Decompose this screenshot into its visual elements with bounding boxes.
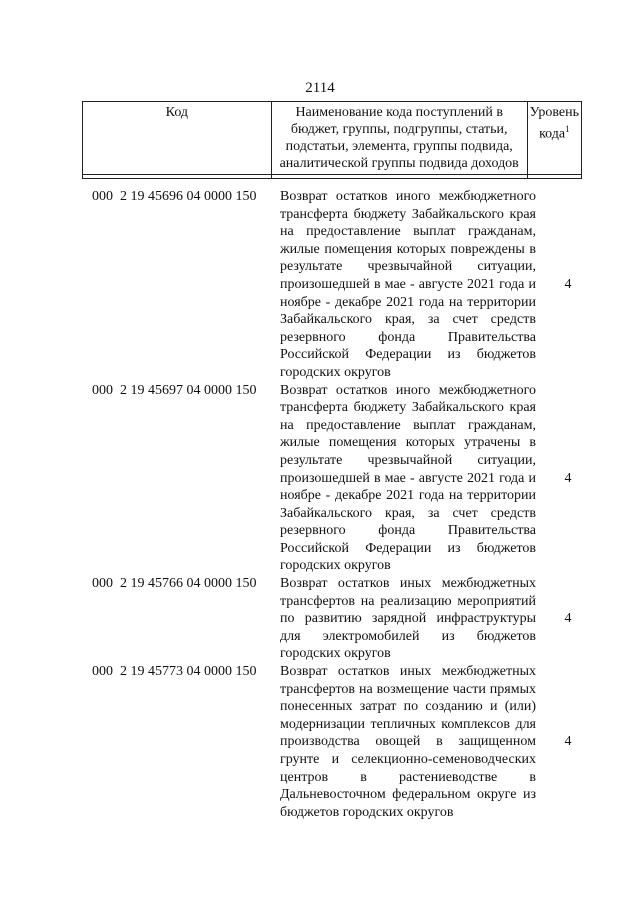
header-level: Уровень кода$^1$ — [527, 102, 581, 175]
header-name: Наименование кода поступлений в бюджет, группы, подгруппы, статьи, подстатьи, элемента, группы подвида, аналитической группы подвида доходов — [271, 102, 527, 175]
row-code: 2 19 45766 04 0000 150 — [120, 576, 257, 592]
row-prefix: 000 — [92, 189, 113, 204]
row-prefix: 000 — [92, 576, 113, 592]
row-level: 4 — [564, 611, 572, 627]
page-number: 2114 — [305, 80, 335, 96]
table-row — [82, 188, 602, 382]
row-level: 4 — [564, 276, 572, 292]
row-level: 4 — [564, 470, 572, 486]
table-row — [82, 575, 602, 663]
header-code: Код — [83, 102, 272, 175]
row-prefix: 000 — [92, 664, 113, 680]
row-level: 4 — [564, 734, 572, 750]
footnote-mark: 1 — [565, 124, 570, 134]
row-name: Возврат остатков иного межбюджетного трансферта бюджету Забайкальского края на предоставление выплат гражданам, жилые помещения которых повреждены в результате чрезвычайной ситуации, произошедшей в мае - августе 2021 года и ноябре - декабре 2021 года на территории Забайкальского края, за счет средств резервного фонда Правительства Российской Федерации из бюджетов городских округов — [280, 189, 536, 380]
row-name: Возврат остатков иных межбюджетных трансфертов на возмещение части прямых понесенных затрат по созданию и (или) модернизации тепличных комплексов для производства овощей в защищенном грунте и селекционно-семеноводческих центров в растениеводстве в Дальневосточном федеральном округе из бюджетов городских округов — [280, 664, 536, 820]
table-header — [82, 101, 582, 179]
rows-list — [82, 188, 602, 821]
row-prefix: 000 — [92, 382, 113, 398]
row-code: 2 19 45773 04 0000 150 — [120, 664, 257, 680]
row-code: 2 19 45697 04 0000 150 — [120, 382, 257, 398]
row-name: Возврат остатков иных межбюджетных трансфертов на реализацию мероприятий по развитию зарядной инфраструктуры для электромобилей из бюджетов городских округов — [280, 576, 536, 662]
row-code: 2 19 45696 04 0000 150 — [120, 189, 257, 204]
table-row — [82, 663, 602, 821]
row-name: Возврат остатков иного межбюджетного трансферта бюджету Забайкальского края на предоставление выплат гражданам, жилые помещения которых утрачены в результате чрезвычайной ситуации, произошедшей в мае - августе 2021 года и ноябре - декабре 2021 года на территории Забайкальского края, за счет средств резервного фонда Правительства Российской Федерации из бюджетов городских округов — [280, 382, 536, 574]
table-row — [82, 382, 602, 576]
